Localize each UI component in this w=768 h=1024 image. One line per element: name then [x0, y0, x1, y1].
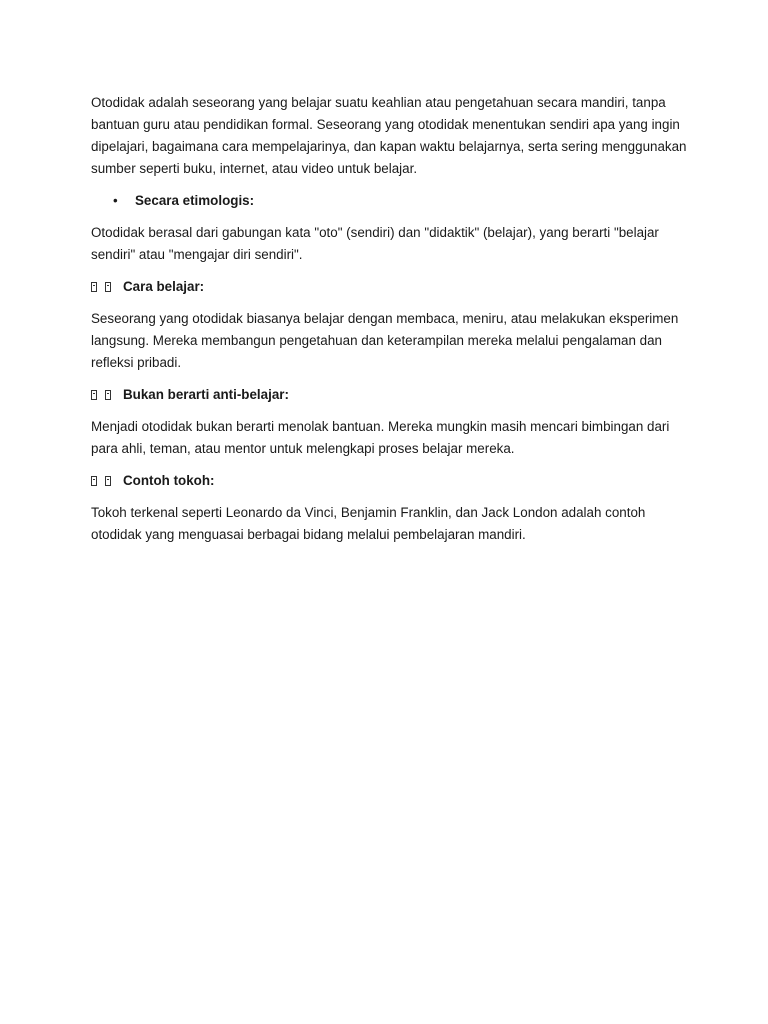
document-page: [91, 92, 691, 556]
section-heading-cara-belajar: [91, 276, 691, 298]
bullet-dot-icon: •: [113, 193, 118, 208]
missing-glyph-icon: [91, 282, 97, 292]
section-heading-text: Contoh tokoh:: [123, 473, 215, 488]
section-body-contoh-tokoh: Tokoh terkenal seperti Leonardo da Vinci, Benjamin Franklin, dan Jack London adalah contoh otodidak yang menguasai berbagai bidang melalui pembelajaran mandiri.: [91, 505, 646, 542]
intro-paragraph: Otodidak adalah seseorang yang belajar suatu keahlian atau pengetahuan secara mandiri, tanpa bantuan guru atau pendidikan formal. Seseorang yang otodidak menentukan sendiri apa yang ingin dipelajari, bagaimana cara mempelajarinya, dan kapan waktu belajarnya, serta sering menggunakan sumber seperti buku, internet, atau video untuk belajar.: [91, 95, 687, 176]
missing-glyph-icon: [91, 476, 97, 486]
section-body-bukan-berarti: Menjadi otodidak bukan berarti menolak bantuan. Mereka mungkin masih mencari bimbingan dari para ahli, teman, atau mentor untuk melengkapi proses belajar mereka.: [91, 419, 670, 456]
bullet-etymology: [91, 190, 691, 212]
section-heading-text: Cara belajar:: [123, 279, 205, 294]
section-heading-text: Bukan berarti anti-belajar:: [123, 387, 289, 402]
missing-glyph-icon: [105, 476, 111, 486]
missing-glyph-icon: [105, 390, 111, 400]
section-body-cara-belajar: Seseorang yang otodidak biasanya belajar dengan membaca, meniru, atau melakukan eksperimen langsung. Mereka membangun pengetahuan dan keterampilan mereka melalui pengalaman dan refleksi pribadi.: [91, 311, 679, 370]
etymology-paragraph: Otodidak berasal dari gabungan kata "oto" (sendiri) dan "didaktik" (belajar), yang berarti "belajar sendiri" atau "mengajar diri sendiri".: [91, 225, 659, 262]
bullet-label: Secara etimologis:: [135, 193, 255, 208]
missing-glyph-icon: [91, 390, 97, 400]
missing-glyph-icon: [105, 282, 111, 292]
section-heading-contoh-tokoh: [91, 470, 691, 492]
section-heading-bukan-berarti: [91, 384, 691, 406]
